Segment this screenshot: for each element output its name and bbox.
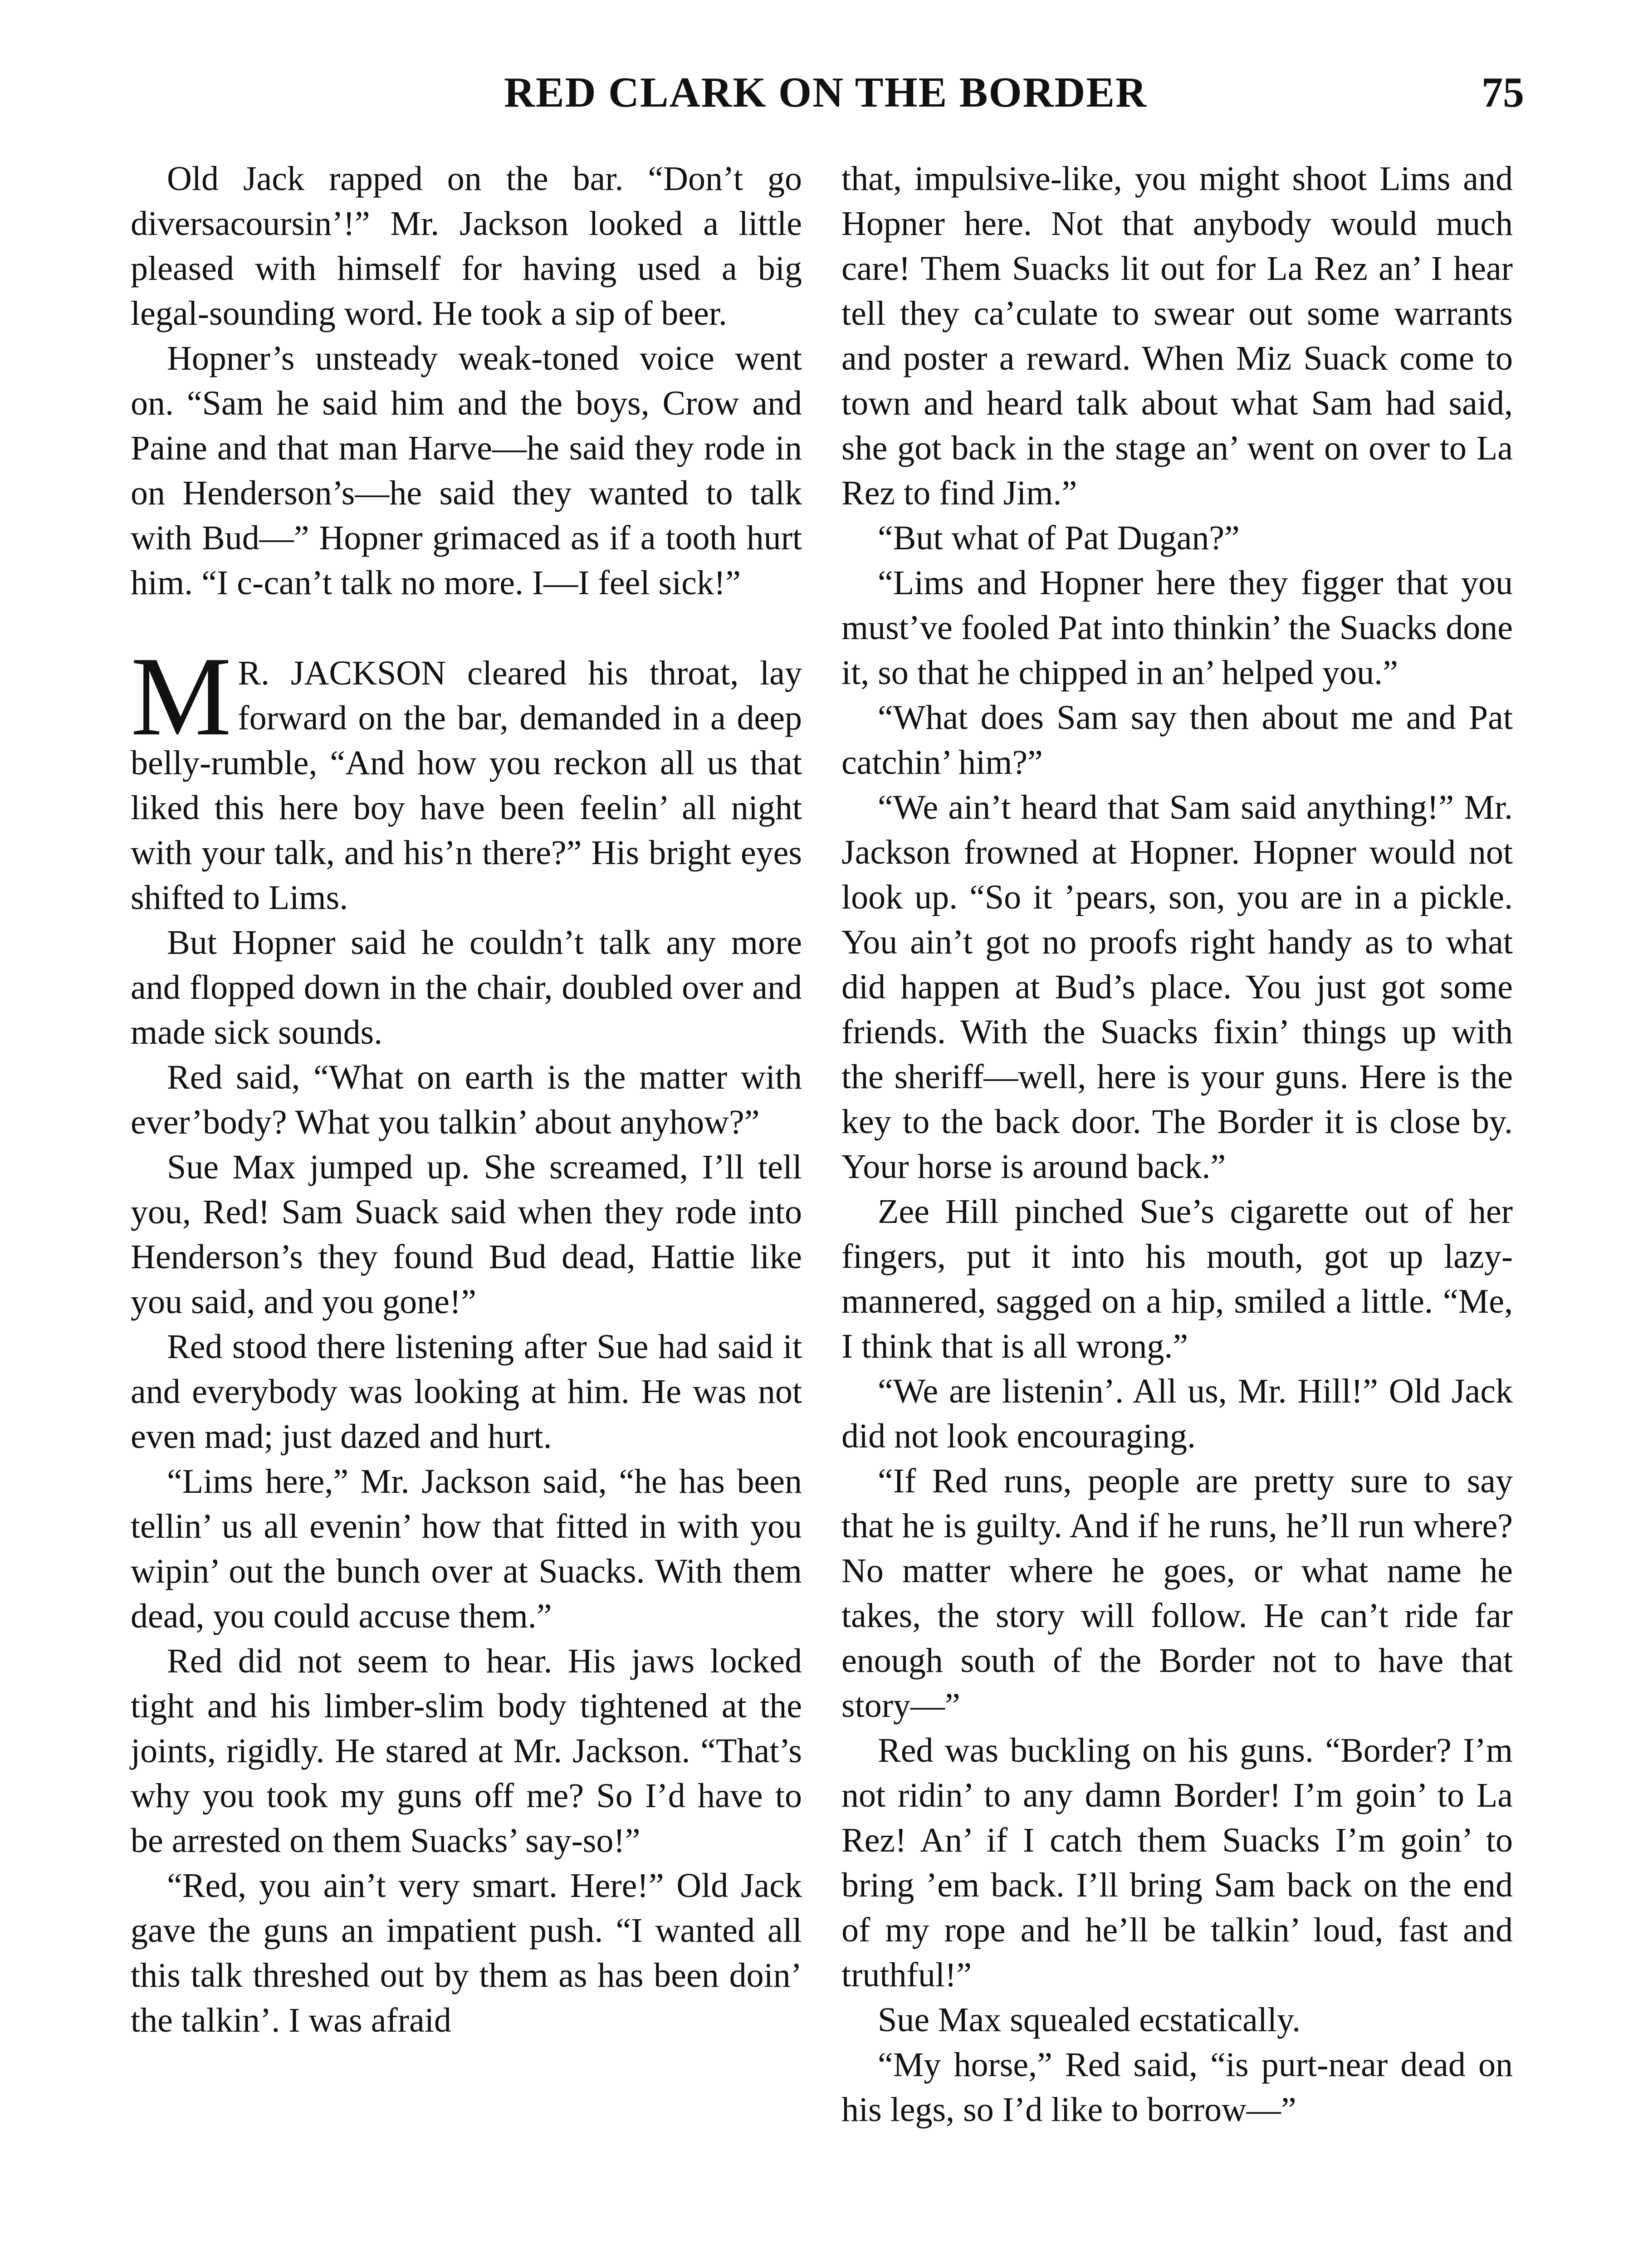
paragraph-text: Sue Max squealed ecstatically. [878, 2001, 1301, 2039]
paragraph [841, 785, 1513, 1189]
paragraph-text: Red did not seem to hear. His jaws locked tight and his limber-slim body tightened at the joints, rigidly. He stared at Mr. Jackson. “That’s why you took my guns off me? So I’d have to be arrested on them Suacks’ say-so!” [131, 1642, 802, 1860]
paragraph-text: Zee Hill pinched Sue’s cigarette out of her fingers, put it into his mouth, got up lazy-mannered, sagged on a hip, smiled a little. “Me, I think that is all wrong.” [841, 1193, 1513, 1365]
paragraph-text: “Red, you ain’t very smart. Here!” Old Jack gave the guns an impatient push. “I wanted all this talk threshed out by them as has been doin’ the talkin’. I was afraid [131, 1867, 802, 2039]
page-header [127, 68, 1524, 132]
paragraph [131, 634, 802, 920]
paragraph [841, 1189, 1513, 1369]
paragraph [841, 516, 1513, 561]
running-head: RED CLARK ON THE BORDER [504, 69, 1147, 116]
paragraph [131, 1459, 802, 1639]
paragraph [841, 1728, 1513, 1998]
paragraph-text: Red said, “What on earth is the matter with ever’body? What you talkin’ about anyhow?” [131, 1058, 802, 1141]
paragraph [841, 2043, 1513, 2132]
paragraph-text: Old Jack rapped on the bar. “Don’t go diversacoursin’!” Mr. Jackson looked a little pleased with himself for having used a big legal-sounding word. He took a sip of beer. [131, 160, 802, 332]
paragraph [131, 920, 802, 1055]
paragraph [131, 1863, 802, 2043]
paragraph [131, 1145, 802, 1325]
left-text-column [131, 156, 802, 2043]
paragraph [131, 336, 802, 606]
paragraph-text: Red stood there listening after Sue had said it and everybody was looking at him. He was not even mad; just dazed and hurt. [131, 1328, 802, 1456]
paragraph [131, 1055, 802, 1145]
paragraph-text: “We are listenin’. All us, Mr. Hill!” Old Jack did not look encouraging. [841, 1372, 1513, 1455]
paragraph [131, 1325, 802, 1459]
paragraph-text: “We ain’t heard that Sam said anything!” Mr. Jackson frowned at Hopner. Hopner would not look up. “So it ’pears, son, you are in a pickle. You ain’t got no proofs right handy as to what did happen at Bud’s place. You just got some friends. With the Suacks fixin’ things up with the sheriff—well, here is your guns. Here is the key to the back door. The Border it is close by. Your horse is around back.” [841, 788, 1513, 1186]
paragraph-text: that, impulsive-like, you might shoot Lims and Hopner here. Not that anybody would much care! Them Suacks lit out for La Rez an’ I hear tell they ca’culate to swear out some warrants and poster a reward. When Miz Suack come to town and heard talk about what Sam had said, she got back in the stage an’ went on over to La Rez to find Jim.” [841, 160, 1513, 512]
page-number: 75 [1482, 69, 1524, 116]
paragraph-text: “If Red runs, people are pretty sure to say that he is guilty. And if he runs, he’ll run where? No matter where he goes, or what name he takes, the story will follow. He can’t ride far enough south of the Border not to have that story—” [841, 1462, 1513, 1725]
paragraph [841, 1369, 1513, 1459]
paragraph-text: Sue Max jumped up. She screamed, I’ll tell you, Red! Sam Suack said when they rode into Henderson’s they found Bud dead, Hattie like you said, and you gone!” [131, 1148, 802, 1321]
paragraph-text: “My horse,” Red said, “is purt-near dead on his legs, so I’d like to borrow—” [841, 2046, 1513, 2129]
paragraph [131, 156, 802, 336]
paragraph-text: “What does Sam say then about me and Pat catchin’ him?” [841, 699, 1513, 782]
paragraph [841, 1998, 1513, 2043]
paragraph-text: Red was buckling on his guns. “Border? I’m not ridin’ to any damn Border! I’m goin’ to La Rez! An’ if I catch them Suacks I’m goin’ to bring ’em back. I’ll bring Sam back on the end of my rope and he’ll be talkin’ loud, fast and truthful!” [841, 1731, 1513, 1994]
drop-cap: M [131, 634, 232, 759]
paragraph [131, 1639, 802, 1863]
paragraph-text: But Hopner said he couldn’t talk any more and flopped down in the chair, doubled over and made sick sounds. [131, 924, 802, 1051]
paragraph-text: Hopner’s unsteady weak-toned voice went on. “Sam he said him and the boys, Crow and Paine and that man Harve—he said they rode in on Henderson’s—he said they wanted to talk with Bud—” Hopner grimaced as if a tooth hurt him. “I c-can’t talk no more. I—I feel sick!” [131, 339, 802, 602]
paragraph-text: R. JACKSON cleared his throat, lay forward on the bar, demanded in a deep belly-rumble, “And how you reckon all us that liked this here boy have been feelin’ all night with your talk, and his’n there?” His bright eyes shifted to Lims. [131, 654, 802, 917]
paragraph-text: “But what of Pat Dugan?” [878, 519, 1240, 557]
right-text-column [841, 156, 1513, 2132]
paragraph-text: “Lims and Hopner here they figger that you must’ve fooled Pat into thinkin’ the Suacks done it, so that he chipped in an’ helped you.” [841, 564, 1513, 692]
paragraph [841, 1459, 1513, 1728]
paragraph-text: “Lims here,” Mr. Jackson said, “he has been tellin’ us all evenin’ how that fitted in with you wipin’ out the bunch over at Suacks. With them dead, you could accuse them.” [131, 1462, 802, 1635]
paragraph [841, 695, 1513, 785]
paragraph [841, 561, 1513, 695]
paragraph [841, 156, 1513, 516]
